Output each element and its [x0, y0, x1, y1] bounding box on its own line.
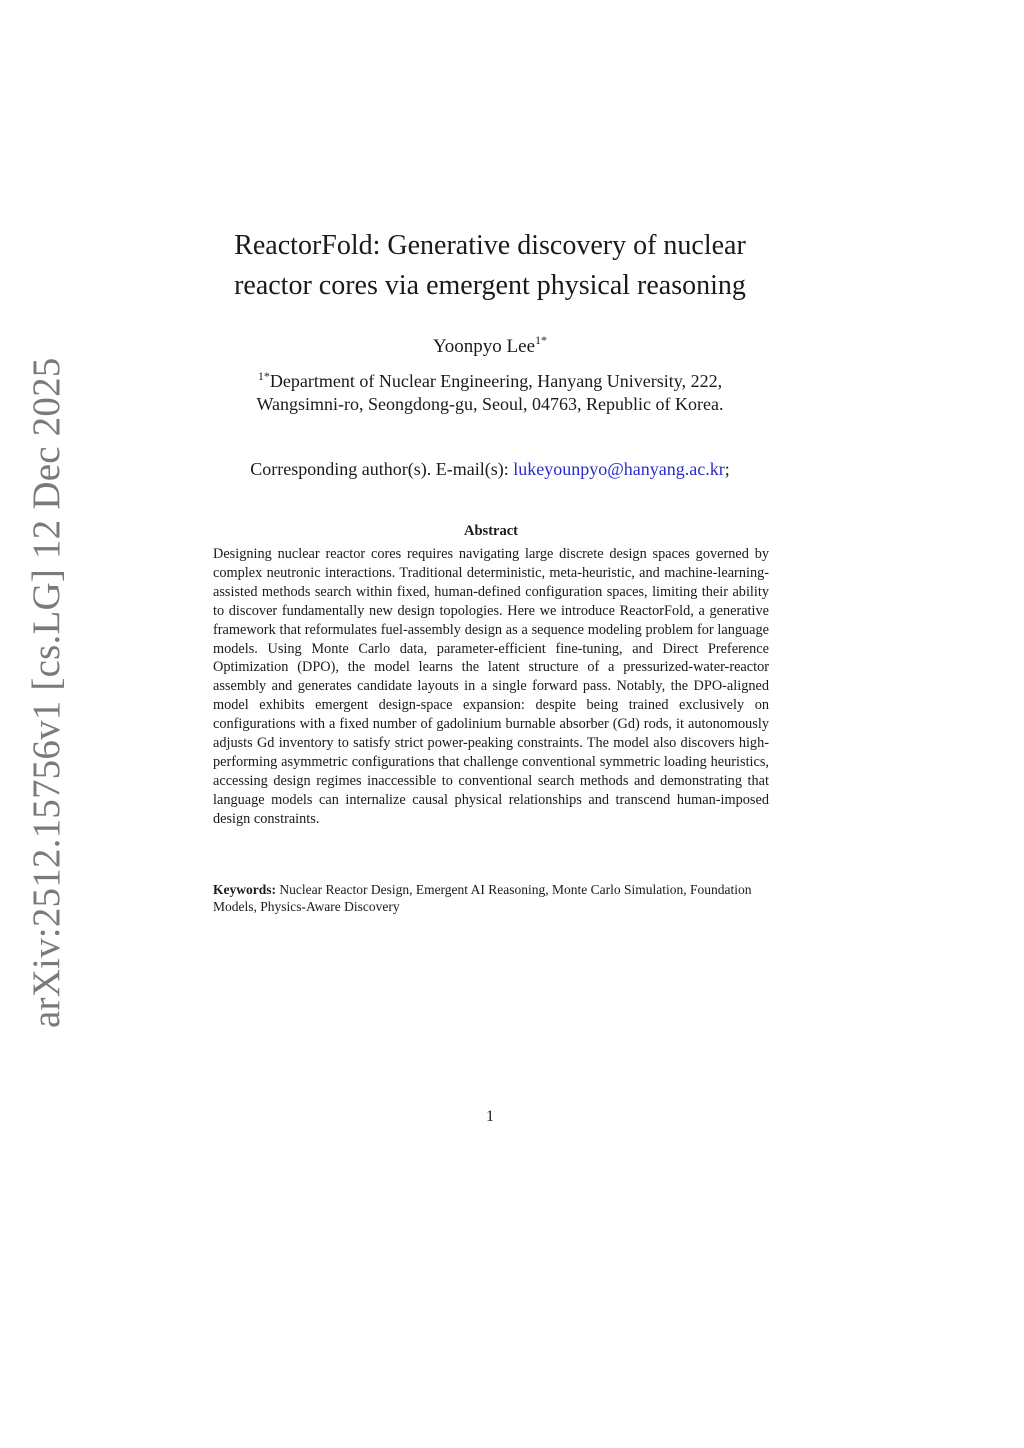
- corresponding-author: [190, 457, 790, 481]
- page-number: 1: [486, 1108, 494, 1125]
- email-link[interactable]: lukeyounpyo@hanyang.ac.kr: [513, 459, 725, 479]
- abstract-text: Designing nuclear reactor cores requires navigating large discrete design spaces governed by complex neutronic interactions. Traditional deterministic, meta-heuristic, and machine-learning-assisted methods search within fixed, human-defined configuration spaces, limiting their ability to discover fundamentally new design topologies. Here we introduce ReactorFold, a generative framework that reformulates fuel-assembly design as a sequence modeling problem for language models. Using Monte Carlo data, parameter-efficient fine-tuning, and Direct Preference Optimization (DPO), the model learns the latent structure of a pressurized-water-reactor assembly and generates candidate layouts in a single forward pass. Notably, the DPO-aligned model exhibits emergent design-space expansion: despite being trained exclusively on configurations with a fixed number of gadolinium burnable absorber (Gd) rods, it autonomously adjusts Gd inventory to satisfy strict power-peaking constraints. The model also discovers high-performing asymmetric configurations that challenge conventional symmetric loading heuristics, accessing design regimes inaccessible to conventional search methods and demonstrating that language models can internalize causal physical relationships and transcend human-imposed design constraints.: [213, 546, 769, 827]
- corresponding-trailing: ;: [724, 459, 730, 479]
- title-line-1: ReactorFold: Generative discovery of nuclear: [234, 230, 746, 261]
- abstract-heading: Abstract: [464, 523, 518, 539]
- author-line: [190, 334, 790, 360]
- keywords-text: Nuclear Reactor Design, Emergent AI Reasoning, Monte Carlo Simulation, Foundation Models, Physics-Aware Discovery: [213, 882, 752, 914]
- affiliation: [190, 370, 790, 416]
- affiliation-marker: 1*: [257, 369, 270, 383]
- corresponding-label: Corresponding author(s). E-mail(s):: [250, 459, 514, 479]
- affiliation-line-2: Wangsimni-ro, Seongdong-gu, Seoul, 04763, Republic of Korea.: [256, 394, 724, 414]
- author-name: Yoonpyo Lee: [432, 336, 536, 357]
- title-line-2: reactor cores via emergent physical reasoning: [234, 270, 746, 301]
- keywords-label: Keywords:: [213, 882, 276, 897]
- keywords: [213, 881, 769, 915]
- arxiv-identifier-stamp: arXiv:2512.15756v1 [cs.LG] 12 Dec 2025: [25, 357, 68, 1028]
- affiliation-line-1: Department of Nuclear Engineering, Hanyang University, 222,: [269, 371, 723, 391]
- paper-title: [190, 226, 790, 306]
- author-affiliation-marker: 1*: [535, 333, 548, 347]
